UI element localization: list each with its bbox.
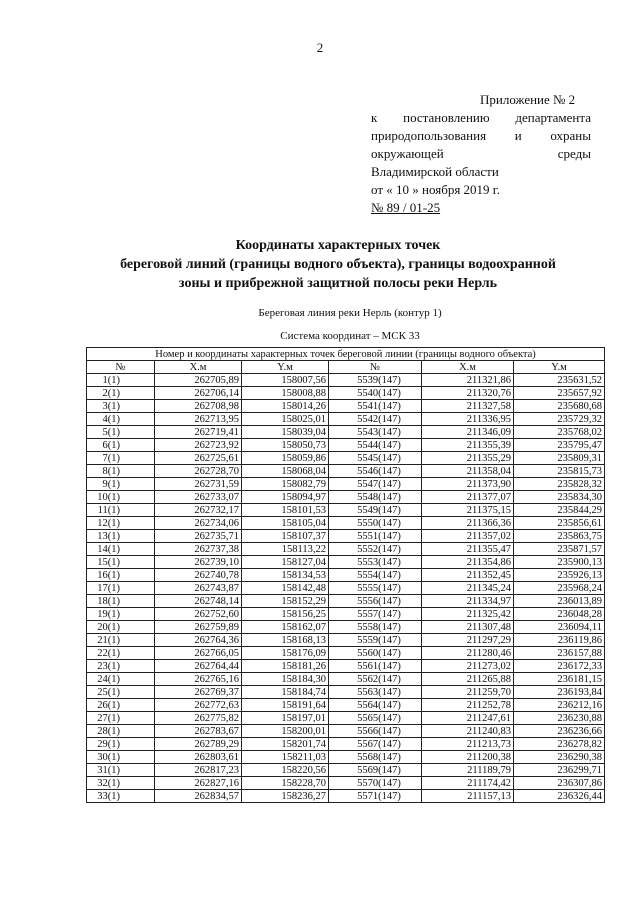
table-caption: Номер и координаты характерных точек береговой линии (границы водного объекта): [87, 348, 605, 361]
y-left-cell: 158014,26: [242, 400, 329, 413]
heading-line-3: зоны и прибрежной защитной полосы реки Нерль: [178, 276, 498, 291]
point-number-right-cell: 5565(147): [329, 712, 422, 725]
x-right-cell: 211352,45: [422, 569, 514, 582]
y-left-cell: 158101,53: [242, 504, 329, 517]
point-number-left-cell: 25(1): [87, 686, 155, 699]
y-right-cell: 236236,66: [514, 725, 605, 738]
y-left-cell: 158105,04: [242, 517, 329, 530]
table-row: [87, 387, 605, 400]
table-row: [87, 478, 605, 491]
table-row: [87, 790, 605, 803]
y-right-cell: 235856,61: [514, 517, 605, 530]
y-right-cell: 235871,57: [514, 543, 605, 556]
coordinate-system: Система координат – МСК 33: [280, 330, 420, 342]
x-left-cell: 262734,06: [155, 517, 242, 530]
col-header-number-right: №: [329, 361, 422, 374]
col-header-y-right: Y.м: [514, 361, 605, 374]
table-row: [87, 751, 605, 764]
point-number-right-cell: 5560(147): [329, 647, 422, 660]
x-right-cell: 211297,29: [422, 634, 514, 647]
x-right-cell: 211252,78: [422, 699, 514, 712]
y-right-cell: 236048,28: [514, 608, 605, 621]
y-right-cell: 236230,88: [514, 712, 605, 725]
point-number-right-cell: 5557(147): [329, 608, 422, 621]
table-row: [87, 400, 605, 413]
point-number-right-cell: 5559(147): [329, 634, 422, 647]
y-right-cell: 235900,13: [514, 556, 605, 569]
y-left-cell: 158050,73: [242, 439, 329, 452]
decree-line-4: Владимирской области: [371, 164, 499, 179]
point-number-left-cell: 6(1): [87, 439, 155, 452]
point-number-right-cell: 5553(147): [329, 556, 422, 569]
heading-line-1: Координаты характерных точек: [235, 238, 441, 253]
decree-date: от « 10 » ноября 2019 г.: [371, 182, 500, 197]
decree-number-value: 89 / 01-25: [386, 200, 441, 215]
y-left-cell: 158134,53: [242, 569, 329, 582]
point-number-left-cell: 18(1): [87, 595, 155, 608]
y-right-cell: 235815,73: [514, 465, 605, 478]
x-left-cell: 262705,89: [155, 374, 242, 387]
point-number-left-cell: 5(1): [87, 426, 155, 439]
x-right-cell: 211200,38: [422, 751, 514, 764]
y-right-cell: 235834,30: [514, 491, 605, 504]
y-left-cell: 158220,56: [242, 764, 329, 777]
x-right-cell: 211355,29: [422, 452, 514, 465]
table-row: [87, 634, 605, 647]
x-left-cell: 262723,92: [155, 439, 242, 452]
table-row: [87, 465, 605, 478]
x-right-cell: 211354,86: [422, 556, 514, 569]
x-right-cell: 211259,70: [422, 686, 514, 699]
point-number-left-cell: 1(1): [87, 374, 155, 387]
point-number-left-cell: 17(1): [87, 582, 155, 595]
page-number: 2: [316, 40, 324, 55]
point-number-left-cell: 11(1): [87, 504, 155, 517]
x-right-cell: 211321,86: [422, 374, 514, 387]
y-right-cell: 235729,32: [514, 413, 605, 426]
x-left-cell: 262817,23: [155, 764, 242, 777]
point-number-left-cell: 29(1): [87, 738, 155, 751]
y-left-cell: 158236,27: [242, 790, 329, 803]
point-number-right-cell: 5543(147): [329, 426, 422, 439]
y-right-cell: 235844,29: [514, 504, 605, 517]
x-left-cell: 262769,37: [155, 686, 242, 699]
decree-line-3: [371, 145, 591, 163]
y-left-cell: 158008,88: [242, 387, 329, 400]
point-number-right-cell: 5568(147): [329, 751, 422, 764]
y-right-cell: 236094,11: [514, 621, 605, 634]
x-right-cell: 211327,58: [422, 400, 514, 413]
table-row: [87, 699, 605, 712]
x-right-cell: 211366,36: [422, 517, 514, 530]
x-left-cell: 262732,17: [155, 504, 242, 517]
y-right-cell: 235809,31: [514, 452, 605, 465]
point-number-left-cell: 30(1): [87, 751, 155, 764]
y-left-cell: 158168,13: [242, 634, 329, 647]
table-row: [87, 686, 605, 699]
x-right-cell: 211157,13: [422, 790, 514, 803]
point-number-right-cell: 5566(147): [329, 725, 422, 738]
point-number-left-cell: 19(1): [87, 608, 155, 621]
x-right-cell: 211377,07: [422, 491, 514, 504]
y-right-cell: 235657,92: [514, 387, 605, 400]
point-number-left-cell: 12(1): [87, 517, 155, 530]
point-number-left-cell: 20(1): [87, 621, 155, 634]
point-number-left-cell: 8(1): [87, 465, 155, 478]
x-left-cell: 262759,89: [155, 621, 242, 634]
table-row: [87, 647, 605, 660]
x-left-cell: 262752,60: [155, 608, 242, 621]
table-row: [87, 413, 605, 426]
point-number-left-cell: 2(1): [87, 387, 155, 400]
point-number-left-cell: 7(1): [87, 452, 155, 465]
y-left-cell: 158025,01: [242, 413, 329, 426]
x-right-cell: 211334,97: [422, 595, 514, 608]
x-right-cell: 211189,79: [422, 764, 514, 777]
table-body: [87, 374, 605, 803]
heading-line-2: береговой линий (границы водного объекта), границы водоохранной: [120, 257, 556, 272]
y-left-cell: 158181,26: [242, 660, 329, 673]
decree-line-3-right: среды: [557, 146, 591, 161]
col-header-number-left: №: [87, 361, 155, 374]
y-left-cell: 158094,97: [242, 491, 329, 504]
point-number-left-cell: 23(1): [87, 660, 155, 673]
y-right-cell: 236299,71: [514, 764, 605, 777]
table-row: [87, 777, 605, 790]
point-number-right-cell: 5563(147): [329, 686, 422, 699]
x-left-cell: 262713,95: [155, 413, 242, 426]
table-row: [87, 543, 605, 556]
x-left-cell: 262765,16: [155, 673, 242, 686]
point-number-right-cell: 5545(147): [329, 452, 422, 465]
col-header-y-left: Y.м: [242, 361, 329, 374]
table-row: [87, 595, 605, 608]
point-number-left-cell: 16(1): [87, 569, 155, 582]
x-left-cell: 262731,59: [155, 478, 242, 491]
y-left-cell: 158127,04: [242, 556, 329, 569]
point-number-left-cell: 28(1): [87, 725, 155, 738]
table-row: [87, 608, 605, 621]
point-number-right-cell: 5569(147): [329, 764, 422, 777]
table-row: [87, 725, 605, 738]
point-number-right-cell: 5556(147): [329, 595, 422, 608]
x-right-cell: 211358,04: [422, 465, 514, 478]
x-left-cell: 262719,41: [155, 426, 242, 439]
point-number-left-cell: 10(1): [87, 491, 155, 504]
y-right-cell: 235795,47: [514, 439, 605, 452]
x-left-cell: 262803,61: [155, 751, 242, 764]
x-right-cell: 211213,73: [422, 738, 514, 751]
x-left-cell: 262728,70: [155, 465, 242, 478]
y-right-cell: 236157,88: [514, 647, 605, 660]
x-left-cell: 262725,61: [155, 452, 242, 465]
y-right-cell: 236278,82: [514, 738, 605, 751]
table-row: [87, 439, 605, 452]
y-left-cell: 158162,07: [242, 621, 329, 634]
x-left-cell: 262737,38: [155, 543, 242, 556]
y-left-cell: 158059,86: [242, 452, 329, 465]
document-heading: [0, 236, 640, 293]
point-number-right-cell: 5540(147): [329, 387, 422, 400]
y-right-cell: 235828,32: [514, 478, 605, 491]
col-header-x-left: X.м: [155, 361, 242, 374]
point-number-right-cell: 5550(147): [329, 517, 422, 530]
y-left-cell: 158039,04: [242, 426, 329, 439]
point-number-right-cell: 5558(147): [329, 621, 422, 634]
table-row: [87, 491, 605, 504]
table-row: [87, 517, 605, 530]
x-right-cell: 211320,76: [422, 387, 514, 400]
x-left-cell: 262827,16: [155, 777, 242, 790]
point-number-right-cell: 5544(147): [329, 439, 422, 452]
point-number-left-cell: 31(1): [87, 764, 155, 777]
x-right-cell: 211247,61: [422, 712, 514, 725]
x-left-cell: 262766,05: [155, 647, 242, 660]
table-row: [87, 426, 605, 439]
decree-line-2: природопользования и охраны: [371, 128, 591, 143]
y-right-cell: 236172,33: [514, 660, 605, 673]
point-number-right-cell: 5564(147): [329, 699, 422, 712]
x-left-cell: 262735,71: [155, 530, 242, 543]
col-header-x-right: X.м: [422, 361, 514, 374]
table-row: [87, 582, 605, 595]
y-right-cell: 235863,75: [514, 530, 605, 543]
shoreline-subtitle: Береговая линия реки Нерль (контур 1): [258, 307, 442, 319]
y-right-cell: 236290,38: [514, 751, 605, 764]
point-number-right-cell: 5554(147): [329, 569, 422, 582]
point-number-right-cell: 5547(147): [329, 478, 422, 491]
point-number-left-cell: 33(1): [87, 790, 155, 803]
y-right-cell: 236119,86: [514, 634, 605, 647]
x-right-cell: 211357,02: [422, 530, 514, 543]
x-right-cell: 211273,02: [422, 660, 514, 673]
y-left-cell: 158184,74: [242, 686, 329, 699]
x-right-cell: 211355,39: [422, 439, 514, 452]
point-number-left-cell: 27(1): [87, 712, 155, 725]
table-row: [87, 738, 605, 751]
point-number-right-cell: 5552(147): [329, 543, 422, 556]
y-left-cell: 158107,37: [242, 530, 329, 543]
point-number-right-cell: 5549(147): [329, 504, 422, 517]
table-row: [87, 764, 605, 777]
x-left-cell: 262740,78: [155, 569, 242, 582]
y-left-cell: 158191,64: [242, 699, 329, 712]
x-left-cell: 262708,98: [155, 400, 242, 413]
y-right-cell: 236307,86: [514, 777, 605, 790]
y-right-cell: 236013,89: [514, 595, 605, 608]
y-left-cell: 158068,04: [242, 465, 329, 478]
y-left-cell: 158228,70: [242, 777, 329, 790]
x-left-cell: 262783,67: [155, 725, 242, 738]
point-number-right-cell: 5567(147): [329, 738, 422, 751]
y-left-cell: 158197,01: [242, 712, 329, 725]
table-row: [87, 452, 605, 465]
point-number-left-cell: 21(1): [87, 634, 155, 647]
x-left-cell: 262772,63: [155, 699, 242, 712]
x-right-cell: 211346,09: [422, 426, 514, 439]
decree-reference: [371, 109, 591, 217]
point-number-left-cell: 22(1): [87, 647, 155, 660]
y-right-cell: 236326,44: [514, 790, 605, 803]
point-number-left-cell: 26(1): [87, 699, 155, 712]
point-number-left-cell: 15(1): [87, 556, 155, 569]
x-right-cell: 211307,48: [422, 621, 514, 634]
decree-line-3-left: окружающей: [371, 146, 444, 161]
x-right-cell: 211280,46: [422, 647, 514, 660]
table-row: [87, 374, 605, 387]
table-row: [87, 530, 605, 543]
table-row: [87, 660, 605, 673]
point-number-left-cell: 32(1): [87, 777, 155, 790]
point-number-right-cell: 5561(147): [329, 660, 422, 673]
table-row: [87, 712, 605, 725]
x-right-cell: 211375,15: [422, 504, 514, 517]
y-left-cell: 158200,01: [242, 725, 329, 738]
y-left-cell: 158082,79: [242, 478, 329, 491]
y-right-cell: 235926,13: [514, 569, 605, 582]
table-row: [87, 569, 605, 582]
y-left-cell: 158113,22: [242, 543, 329, 556]
y-left-cell: 158176,09: [242, 647, 329, 660]
decree-line-1: к постановлению департамента: [371, 110, 591, 125]
point-number-left-cell: 14(1): [87, 543, 155, 556]
x-right-cell: 211174,42: [422, 777, 514, 790]
y-left-cell: 158211,03: [242, 751, 329, 764]
y-left-cell: 158156,25: [242, 608, 329, 621]
x-left-cell: 262743,87: [155, 582, 242, 595]
point-number-right-cell: 5548(147): [329, 491, 422, 504]
decree-number: [371, 199, 591, 217]
point-number-right-cell: 5541(147): [329, 400, 422, 413]
y-left-cell: 158007,56: [242, 374, 329, 387]
table-row: [87, 621, 605, 634]
x-right-cell: 211336,95: [422, 413, 514, 426]
annex-title: Приложение № 2: [480, 92, 576, 107]
table-row: [87, 673, 605, 686]
point-number-left-cell: 24(1): [87, 673, 155, 686]
y-right-cell: 236193,84: [514, 686, 605, 699]
decree-number-prefix: №: [371, 200, 387, 215]
x-left-cell: 262834,57: [155, 790, 242, 803]
y-left-cell: 158152,29: [242, 595, 329, 608]
x-left-cell: 262739,10: [155, 556, 242, 569]
y-right-cell: 236212,16: [514, 699, 605, 712]
x-right-cell: 211373,90: [422, 478, 514, 491]
point-number-right-cell: 5570(147): [329, 777, 422, 790]
coordinates-table: [86, 347, 605, 803]
point-number-right-cell: 5546(147): [329, 465, 422, 478]
point-number-right-cell: 5555(147): [329, 582, 422, 595]
x-left-cell: 262748,14: [155, 595, 242, 608]
x-left-cell: 262706,14: [155, 387, 242, 400]
point-number-right-cell: 5571(147): [329, 790, 422, 803]
x-right-cell: 211240,83: [422, 725, 514, 738]
y-right-cell: 236181,15: [514, 673, 605, 686]
point-number-left-cell: 13(1): [87, 530, 155, 543]
x-left-cell: 262733,07: [155, 491, 242, 504]
y-right-cell: 235631,52: [514, 374, 605, 387]
point-number-left-cell: 4(1): [87, 413, 155, 426]
x-right-cell: 211355,47: [422, 543, 514, 556]
y-right-cell: 235768,02: [514, 426, 605, 439]
point-number-right-cell: 5542(147): [329, 413, 422, 426]
x-right-cell: 211325,42: [422, 608, 514, 621]
point-number-left-cell: 3(1): [87, 400, 155, 413]
point-number-right-cell: 5551(147): [329, 530, 422, 543]
table-header-row: [87, 361, 605, 374]
point-number-left-cell: 9(1): [87, 478, 155, 491]
point-number-right-cell: 5562(147): [329, 673, 422, 686]
x-right-cell: 211265,88: [422, 673, 514, 686]
x-left-cell: 262764,44: [155, 660, 242, 673]
y-left-cell: 158184,30: [242, 673, 329, 686]
table-row: [87, 504, 605, 517]
y-right-cell: 235968,24: [514, 582, 605, 595]
x-left-cell: 262764,36: [155, 634, 242, 647]
x-left-cell: 262775,82: [155, 712, 242, 725]
y-left-cell: 158201,74: [242, 738, 329, 751]
x-right-cell: 211345,24: [422, 582, 514, 595]
table-row: [87, 556, 605, 569]
y-right-cell: 235680,68: [514, 400, 605, 413]
y-left-cell: 158142,48: [242, 582, 329, 595]
point-number-right-cell: 5539(147): [329, 374, 422, 387]
x-left-cell: 262789,29: [155, 738, 242, 751]
